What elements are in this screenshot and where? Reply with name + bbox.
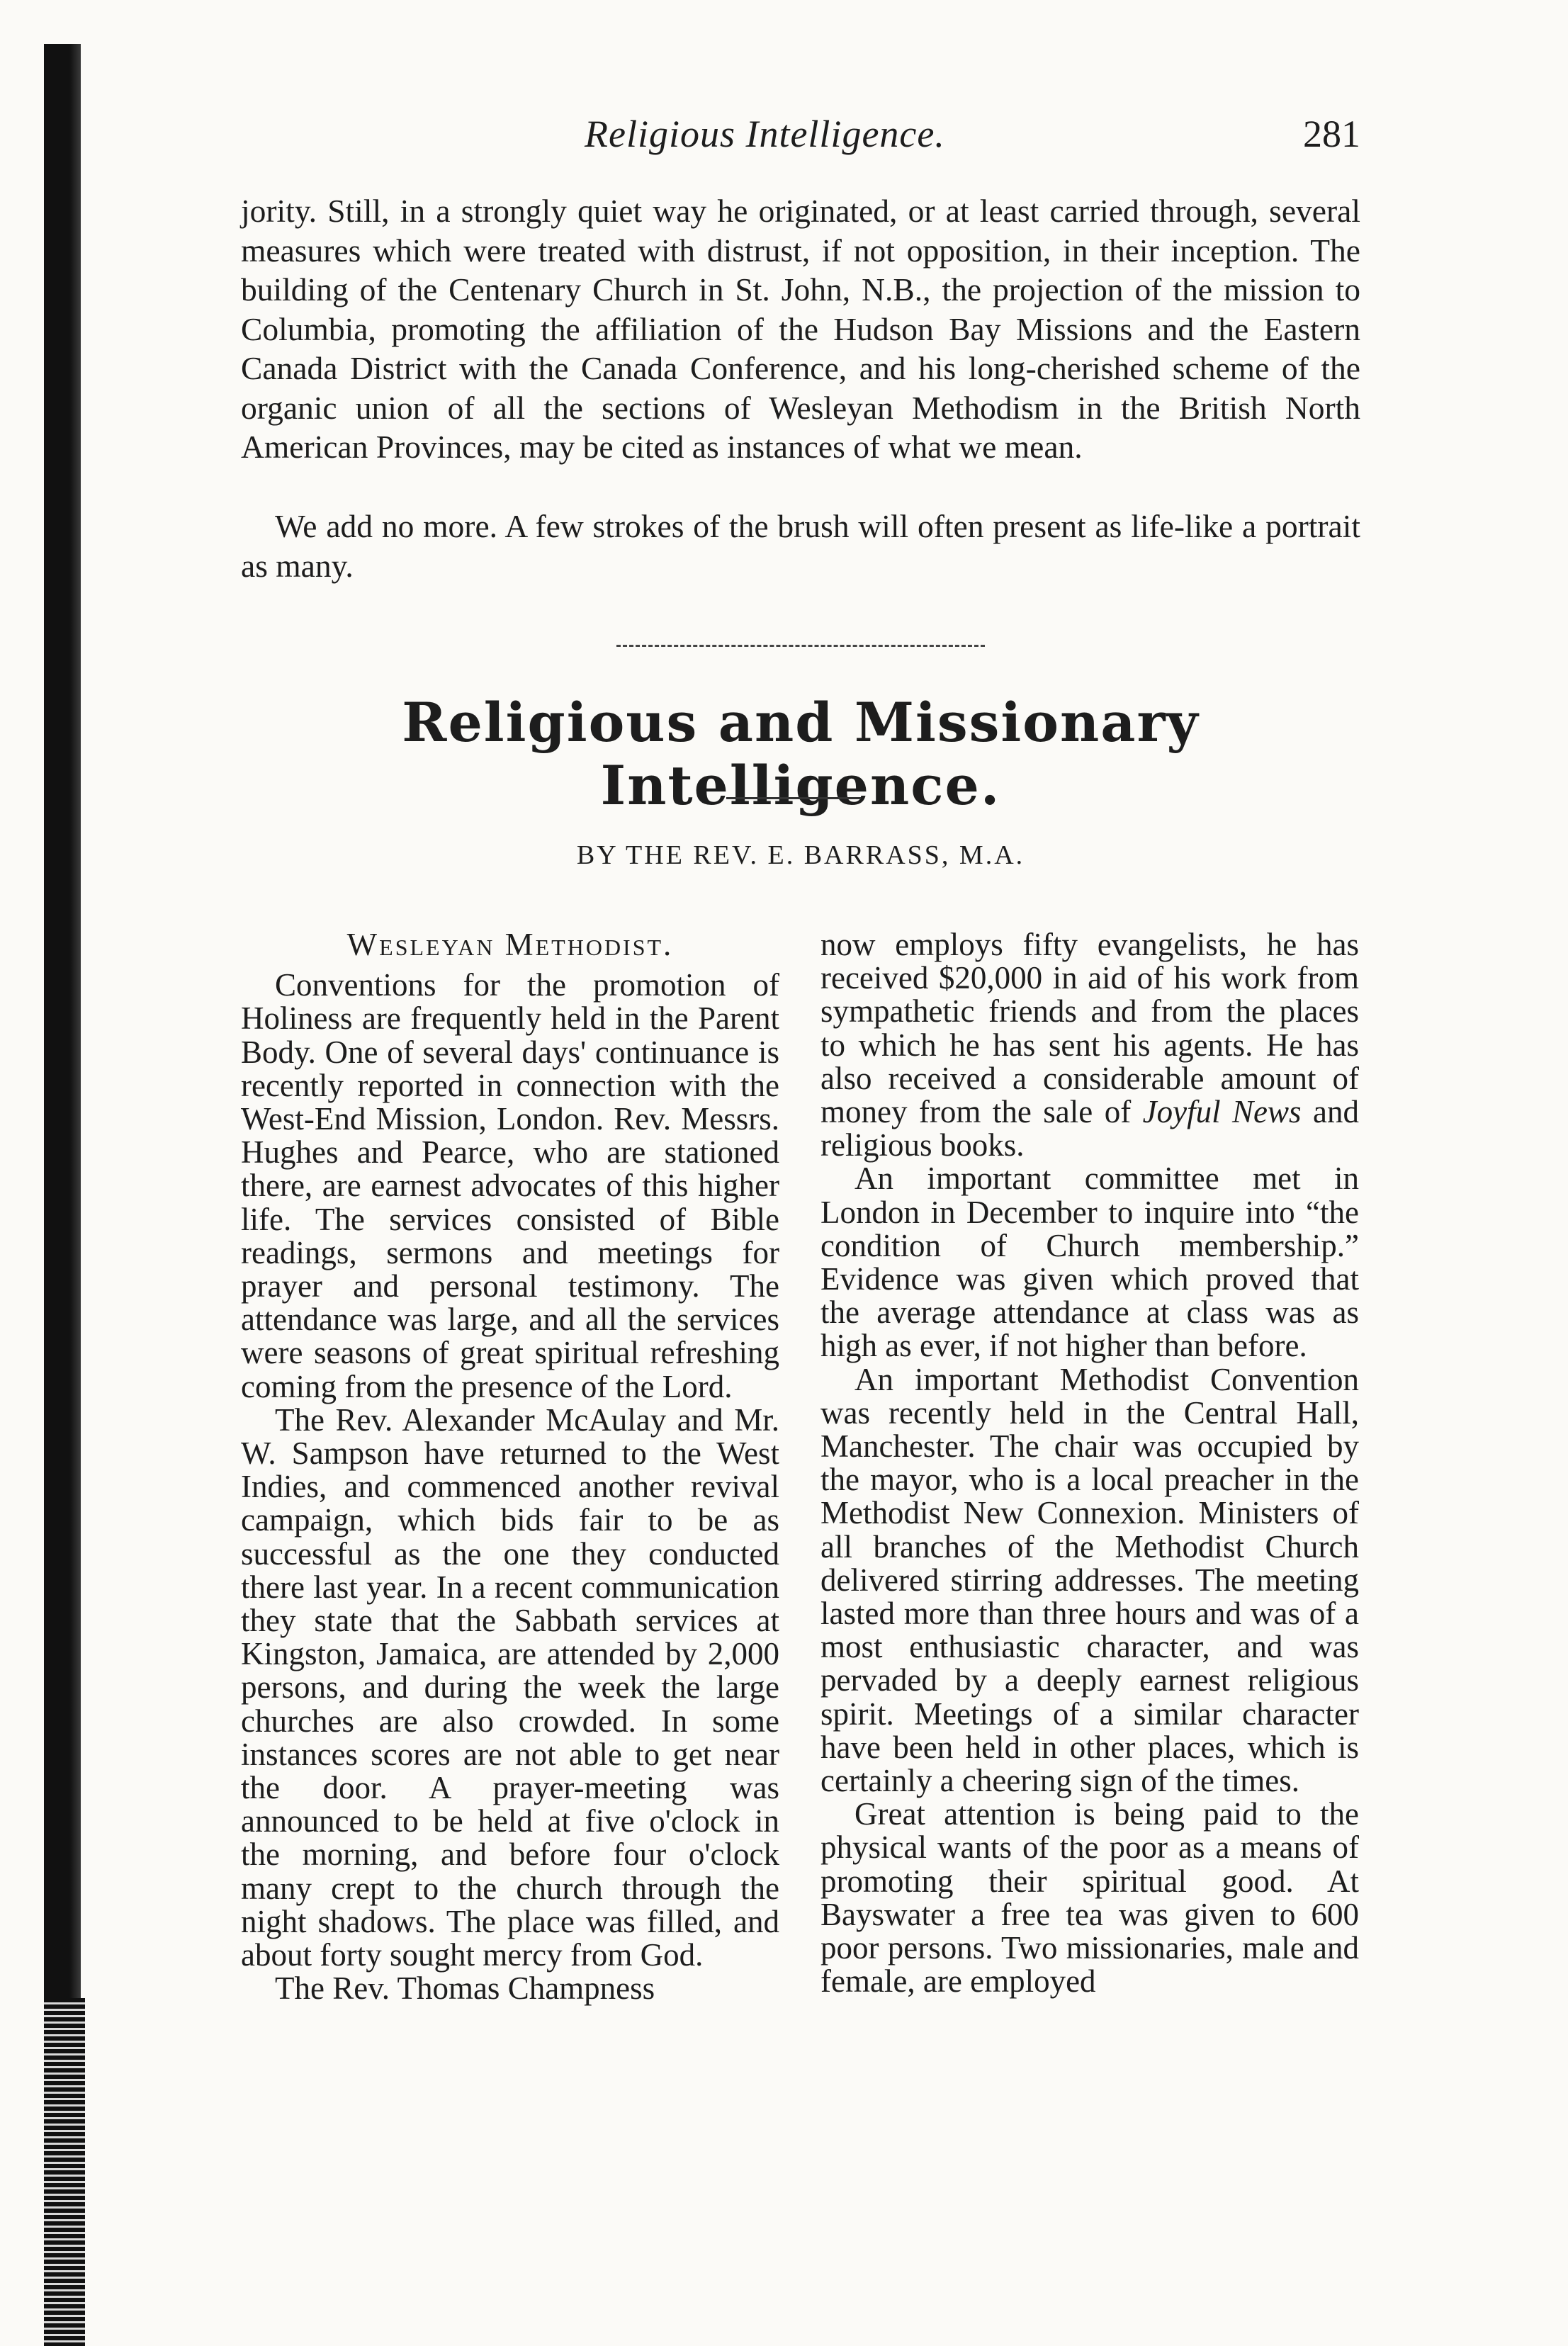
left-paragraph-3: The Rev. Thomas Champness: [275, 1970, 655, 2007]
section-divider-rule: [616, 645, 985, 647]
left-paragraph-1: Conventions for the promotion of Holiness are frequently held in the Parent Body. One of several days' continuance is recently reported in connection with the West-End Mission, London. Rev. Messrs. Hughes and Pearce, who are stationed there, are earnest advocates of this higher life. The services consisted of Bible readings, sermons and meetings for prayer and personal testimony. The attendance was large, and all the services were seasons of great spiritual refreshing coming from the presence of the Lord.: [241, 967, 779, 1404]
section-title: Religious and Missionary Intelligence.: [402, 691, 1200, 817]
byline: BY THE REV. E. BARRASS, M.A.: [576, 840, 1025, 870]
right-paragraph-3: An important Methodist Convention was recently held in the Central Hall, Manchester. The chair was occupied by the mayor, who is a local preacher in the Methodist New Connexion. Ministers of all branches of the Methodist Church delivered stirring addresses. The meeting lasted more than three hours and was of a most enthusiastic character, and was pervaded by a deeply earnest religious spirit. Meetings of a similar character have been held in other places, which is certainly a cheering sign of the times.: [820, 1361, 1359, 1799]
left-paragraph-2: The Rev. Alexander McAulay and Mr. W. Sampson have returned to the West Indies, and commenced another revival campaign, which bids fair to be as successful as the one they conducted there last year. In a recent communication they state that the Sabbath services at Kingston, Jamaica, are attended by 2,000 persons, and during the week the large churches are also crowded. In some instances scores are not able to get near the door. A prayer-meeting was announced to be held at five o'clock in the morning, and before four o'clock many crept to the church through the night shadows. The place was filled, and about forty sought mercy from God.: [241, 1402, 779, 1973]
page-number: 281: [1303, 113, 1360, 155]
closing-paragraph: We add no more. A few strokes of the brush will often present as life-like a portrait as many.: [241, 508, 1360, 584]
right-paragraph-1-text-b: and religious books.: [820, 1094, 1359, 1163]
right-column: [820, 928, 1359, 1999]
right-paragraph-2: An important committee met in London in December to inquire into “the condition of Church membership.” Evidence was given which proved that the average attendance at class was as high as ever, if not higher than before.: [820, 1161, 1359, 1364]
book-spine-edge: [44, 1998, 85, 2346]
right-paragraph-4: Great attention is being paid to the physical wants of the poor as a means of promoting their spiritual good. At Bayswater a free tea was given to 600 poor persons. Two missionaries, male and female, are employed: [820, 1796, 1359, 2000]
title-underline-rule: [726, 797, 861, 799]
publication-title: Joyful News: [1142, 1094, 1302, 1130]
continued-paragraph: jority. Still, in a strongly quiet way he originated, or at least carried through, several measures which were treated with distrust, if not opposition, in their inception. The building of the Centenary Church in St. John, N.B., the projection of the mission to Columbia, promoting the affiliation of the Hudson Bay Missions and the Eastern Canada District with the Canada Conference, and his long-cherished scheme of the organic union of all the sections of Wesleyan Methodism in the British North American Provinces, may be cited as instances of what we mean.: [241, 193, 1360, 465]
right-paragraph-1-text-a: now employs fifty evangelists, he has received $20,000 in aid of his work from sympathetic friends and from the places to which he has sent his agents. He has also received a considerable amount of money from the sale of: [820, 927, 1359, 1130]
right-paragraph-1: [820, 928, 1359, 1162]
running-title: Religious Intelligence.: [585, 113, 945, 155]
column-subhead: Wesleyan Methodist.: [346, 927, 674, 962]
running-head: [241, 106, 1360, 163]
left-column: [241, 928, 779, 2006]
